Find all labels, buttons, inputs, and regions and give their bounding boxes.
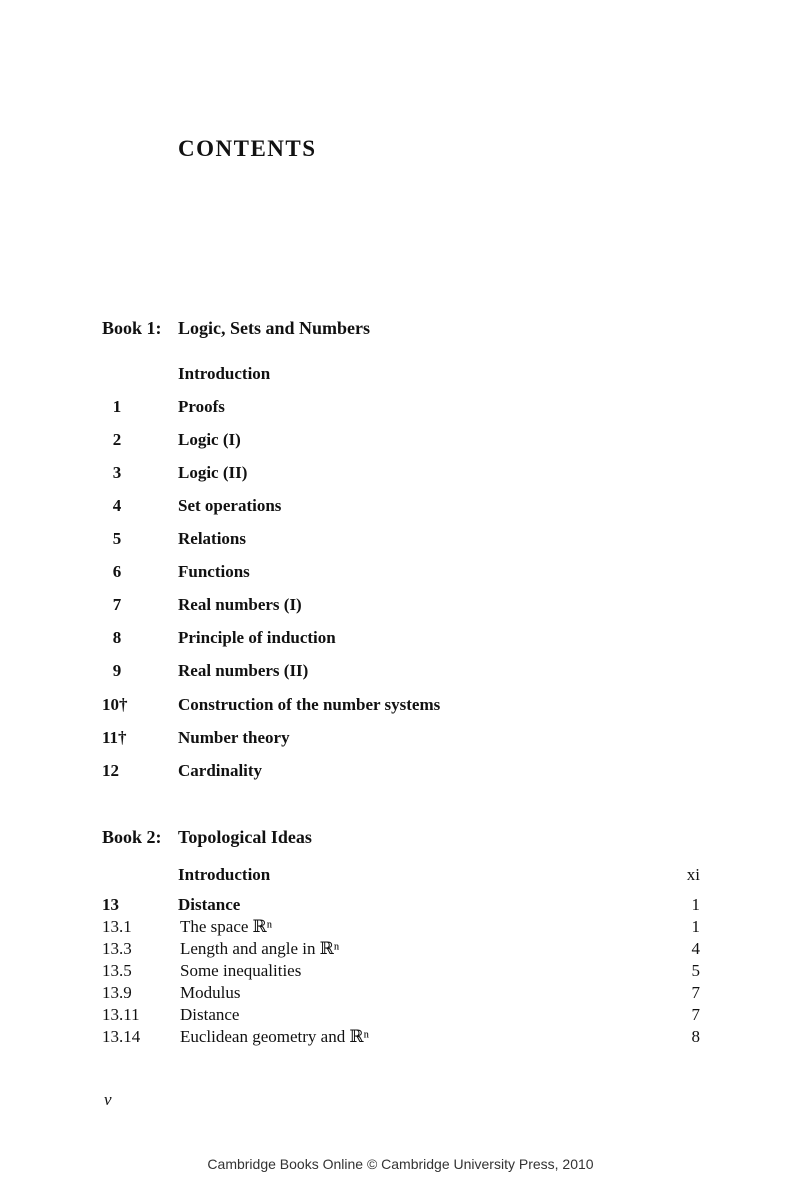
entry-number: 3 — [112, 463, 122, 482]
entry-title: Relations — [178, 529, 246, 548]
entry-page: xi — [686, 865, 700, 884]
entry-number: 11† — [102, 728, 127, 747]
toc-section[interactable] — [102, 939, 700, 961]
entry-title: Introduction — [178, 364, 271, 383]
section-page: 5 — [691, 961, 700, 980]
entry-title: Real numbers (II) — [178, 661, 309, 680]
section-page: 8 — [691, 1027, 700, 1046]
entry-number: 13 — [102, 895, 119, 914]
toc-entry[interactable] — [100, 562, 700, 586]
entry-number: 6 — [112, 562, 122, 581]
section-number: 13.3 — [102, 939, 132, 958]
entry-title: Principle of induction — [178, 628, 336, 647]
entry-title: Proofs — [178, 397, 225, 416]
entry-number: 10† — [102, 695, 128, 714]
toc-entry[interactable] — [100, 595, 700, 619]
book2-label: Book 2: — [102, 827, 162, 847]
entry-title: Number theory — [178, 728, 290, 747]
toc-entry[interactable] — [100, 761, 700, 785]
toc-entry[interactable] — [100, 463, 700, 487]
entry-number: 9 — [112, 661, 122, 680]
toc-entry[interactable] — [100, 728, 700, 752]
entry-number: 5 — [112, 529, 122, 548]
entry-title: Real numbers (I) — [178, 595, 302, 614]
page-title: CONTENTS — [178, 136, 317, 161]
entry-title: Construction of the number systems — [178, 695, 441, 714]
entry-title: Logic (II) — [178, 463, 248, 482]
toc-entry[interactable] — [100, 364, 700, 388]
entry-title: Introduction — [178, 865, 271, 884]
footer-copyright: Cambridge Books Online © Cambridge University Press, 2010 — [207, 1156, 594, 1172]
entry-number: 4 — [112, 496, 122, 515]
toc-entry[interactable] — [100, 661, 700, 685]
entry-title: Logic (I) — [178, 430, 241, 449]
toc-section[interactable] — [102, 983, 700, 1005]
toc-entry[interactable] — [100, 430, 700, 454]
section-number: 13.14 — [102, 1027, 141, 1046]
entry-number: 1 — [112, 397, 122, 416]
section-title: Distance — [180, 1005, 240, 1024]
entry-title: Functions — [178, 562, 250, 581]
toc-section[interactable] — [102, 961, 700, 983]
section-title: Modulus — [180, 983, 241, 1002]
entry-page: 1 — [691, 895, 700, 914]
section-number: 13.9 — [102, 983, 132, 1002]
entry-number: 2 — [112, 430, 122, 449]
toc-section[interactable] — [102, 917, 700, 939]
toc-section[interactable] — [102, 1027, 700, 1049]
toc-entry[interactable] — [100, 496, 700, 520]
section-number: 13.11 — [102, 1005, 140, 1024]
section-number: 13.5 — [102, 961, 132, 980]
toc-entry[interactable] — [100, 628, 700, 652]
toc-entry-chapter-13[interactable] — [100, 895, 700, 919]
toc-entry[interactable] — [100, 397, 700, 421]
section-title: Euclidean geometry and ℝⁿ — [180, 1027, 369, 1046]
book1-label: Book 1: — [102, 318, 162, 338]
section-page: 7 — [691, 983, 700, 1002]
section-page: 7 — [691, 1005, 700, 1024]
book1-title: Logic, Sets and Numbers — [178, 318, 371, 338]
entry-number: 7 — [112, 595, 122, 614]
section-title: The space ℝⁿ — [180, 917, 273, 936]
entry-title: Distance — [178, 895, 241, 914]
entry-title: Set operations — [178, 496, 282, 515]
toc-entry[interactable] — [100, 529, 700, 553]
section-page: 1 — [691, 917, 700, 936]
toc-entry[interactable] — [100, 695, 700, 719]
section-page: 4 — [691, 939, 700, 958]
book2-title: Topological Ideas — [178, 827, 312, 847]
toc-entry-introduction[interactable] — [100, 865, 700, 889]
entry-title: Cardinality — [178, 761, 263, 780]
toc-section[interactable] — [102, 1005, 700, 1027]
page-number: v — [104, 1090, 112, 1109]
section-title: Some inequalities — [180, 961, 302, 980]
entry-number: 12 — [102, 761, 119, 780]
section-number: 13.1 — [102, 917, 132, 936]
entry-number: 8 — [112, 628, 122, 647]
section-title: Length and angle in ℝⁿ — [180, 939, 340, 958]
